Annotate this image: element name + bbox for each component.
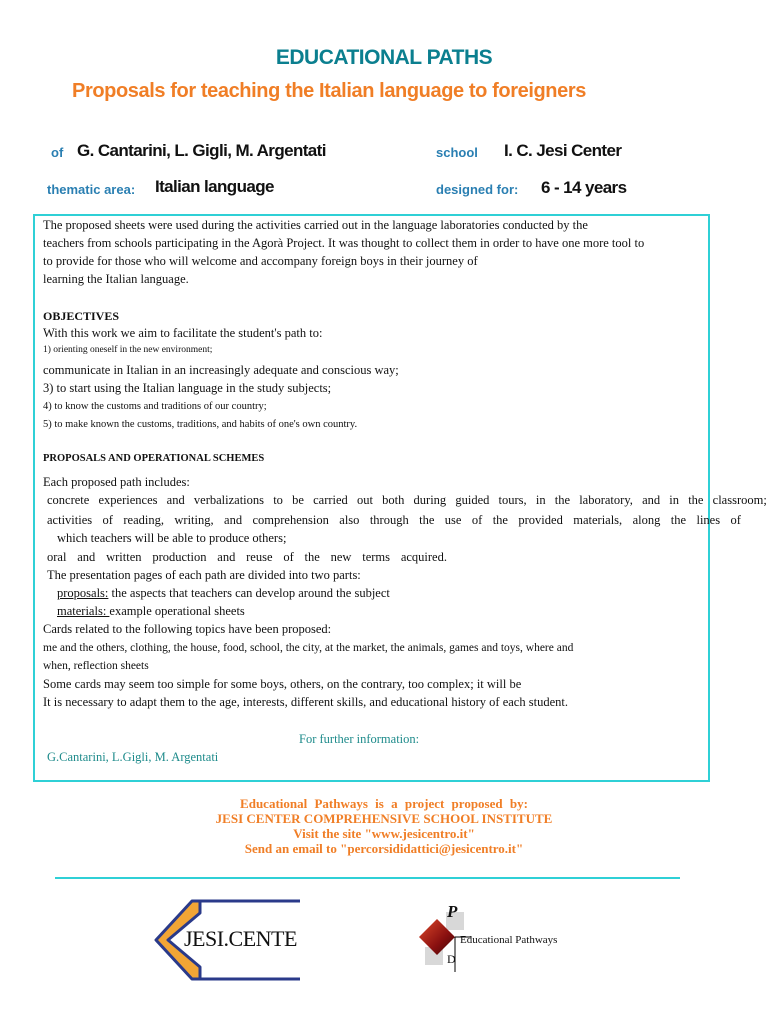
proposal-item-production: oral and written production and reuse of the new terms acquired.: [47, 550, 447, 564]
proposals-lead: Each proposed path includes:: [43, 475, 190, 489]
ep-letter-d: D: [447, 952, 456, 966]
ep-logo-text: Educational Pathways: [460, 934, 558, 946]
objective-item-5: 5) to make known the customs, traditions, and habits of one's own country.: [43, 419, 358, 430]
materials-part: materials: example operational sheets: [57, 604, 245, 618]
contacts-authors: G.Cantarini, L.Gigli, M. Argentati: [47, 750, 219, 764]
divider: [55, 877, 680, 879]
authors-value: G. Cantarini, L. Gigli, M. Argentati: [77, 141, 326, 160]
proposals-heading: PROPOSALS AND OPERATIONAL SCHEMES: [43, 453, 265, 464]
objective-item-2: communicate in Italian in an increasingly adequate and conscious way;: [43, 363, 399, 377]
objectives-heading: OBJECTIVES: [43, 309, 120, 323]
page-subtitle: Proposals for teaching the Italian language to foreigners: [72, 80, 586, 102]
proposal-item-experiences: concrete experiences and verbalizations to be carried out both during guided tours, in the laboratory, and in the classroom;: [47, 493, 767, 507]
ep-letter-p: P: [447, 902, 458, 921]
school-label: school: [436, 145, 478, 160]
objective-item-4: 4) to know the customs and traditions of our country;: [43, 401, 267, 412]
authors-label: of: [51, 145, 64, 160]
footer-line-4[interactable]: Send an email to "percorsididattici@jesicentro.it": [244, 841, 524, 856]
page-title: EDUCATIONAL PATHS: [275, 46, 493, 69]
intro-line-4: learning the Italian language.: [43, 272, 189, 286]
designed-for-label: designed for:: [436, 182, 519, 197]
footer-line-3[interactable]: Visit the site "www.jesicentro.it": [293, 826, 475, 841]
proposal-item-activities: activities of reading, writing, and comprehension also through the use of the provided materials, along the lines of: [47, 513, 741, 527]
intro-line-2: teachers from schools participating in the Agorà Project. It was thought to collect them in order to have one more tool to: [43, 236, 645, 250]
intro-line-3: to provide for those who will welcome and accompany foreign boys in their journey of: [43, 254, 478, 268]
thematic-area-value: Italian language: [155, 177, 274, 196]
jesi-center-logo-text: JESI.CENTE: [184, 926, 297, 951]
designed-for-value: 6 - 14 years: [541, 178, 627, 197]
proposal-item-activities-cont: which teachers will be able to produce others;: [57, 531, 287, 545]
educational-pathways-logo: [413, 902, 603, 974]
thematic-area-label: thematic area:: [47, 182, 136, 197]
footer-line-1: Educational Pathways is a project proposed by:: [240, 796, 528, 811]
further-info-label: For further information:: [299, 732, 420, 746]
footer-line-2: JESI CENTER COMPREHENSIVE SCHOOL INSTITUTE: [215, 811, 553, 826]
adapt-note: It is necessary to adapt them to the age, interests, different skills, and educational history of each student.: [43, 695, 568, 709]
cards-lead: Cards related to the following topics have been proposed:: [43, 622, 332, 636]
school-value: I. C. Jesi Center: [504, 141, 622, 160]
objectives-lead: With this work we aim to facilitate the student's path to:: [43, 326, 323, 340]
proposals-part: proposals: the aspects that teachers can develop around the subject: [57, 586, 390, 600]
jesi-center-logo: [150, 895, 310, 985]
presentation-pages: The presentation pages of each path are divided into two parts:: [47, 568, 361, 582]
cards-topics-2: when, reflection sheets: [43, 660, 149, 672]
objective-item-3: 3) to start using the Italian language in the study subjects;: [43, 381, 332, 395]
some-cards-note: Some cards may seem too simple for some boys, others, on the contrary, too complex; it will be: [43, 677, 522, 691]
objective-item-1: 1) orienting oneself in the new environment;: [43, 345, 213, 355]
cards-topics-1: me and the others, clothing, the house, food, school, the city, at the market, the animals, games and toys, where and: [43, 642, 574, 654]
intro-line-1: The proposed sheets were used during the activities carried out in the language laboratories conducted by the: [43, 218, 588, 232]
